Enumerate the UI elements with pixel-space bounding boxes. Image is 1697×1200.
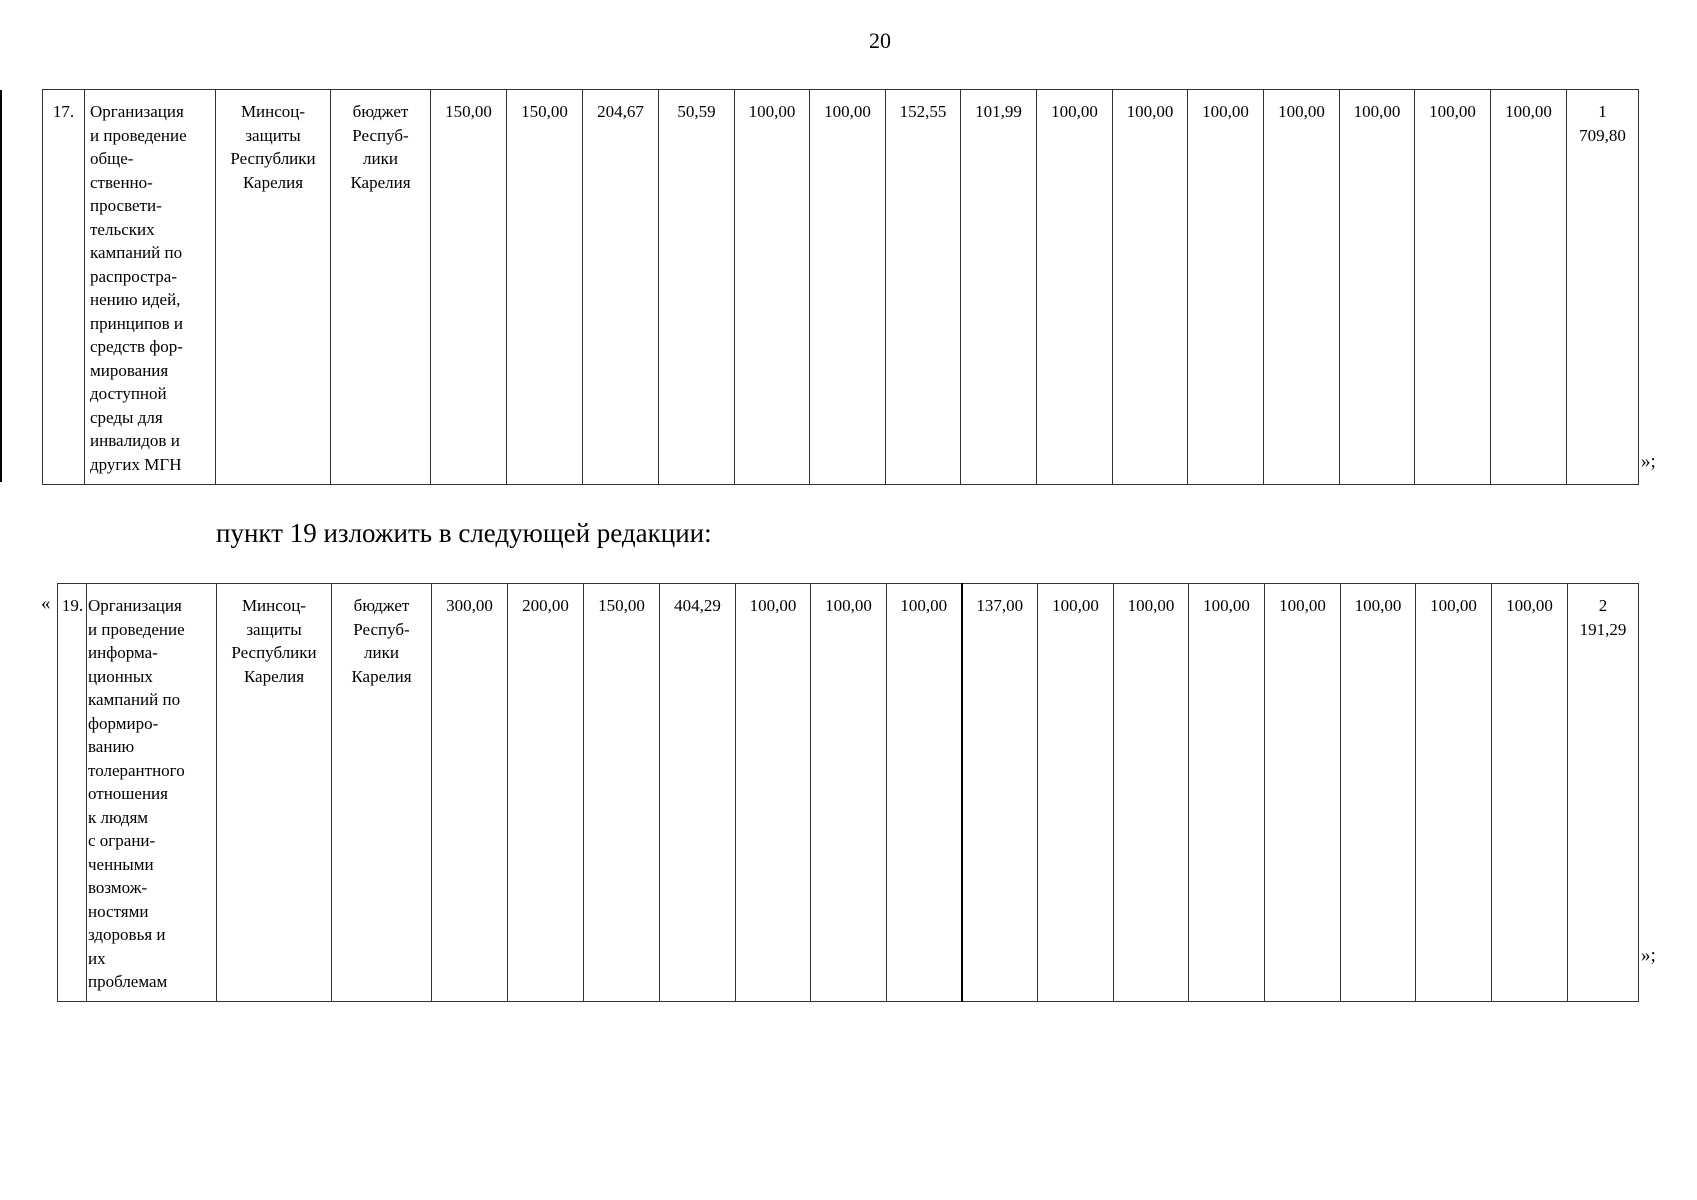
margin-rule [0, 90, 2, 482]
item-name-line: доступной [90, 384, 167, 403]
year-value-cell: 137,00 [962, 584, 1038, 1002]
funding-source-cell [331, 90, 431, 485]
item-name-line: принципов и [90, 313, 183, 333]
year-value-cell: 100,00 [1491, 90, 1567, 485]
year-value-cell: 100,00 [736, 584, 811, 1002]
total-value-line: 1 [1598, 102, 1607, 121]
item-name-line: средств фор- [90, 337, 183, 356]
total-value-cell [1567, 90, 1639, 485]
year-value-cell: 100,00 [1264, 90, 1340, 485]
executor-line: Минсоц- [240, 102, 306, 121]
year-value-cell: 100,00 [1341, 584, 1416, 1002]
item-name-line: проблемам [88, 972, 168, 991]
year-value-cell: 100,00 [811, 584, 887, 1002]
item-name-line: информа- [88, 643, 158, 662]
closing-quote: »; [1641, 451, 1656, 472]
year-value-cell: 100,00 [1114, 584, 1189, 1002]
table-item-19 [57, 583, 1639, 1002]
item-name-line: кампаний по [88, 690, 181, 709]
opening-quote: « [41, 593, 51, 614]
item-name-line: отношения [88, 784, 168, 803]
funding-source-cell [332, 584, 432, 1002]
year-value-cell: 100,00 [1188, 90, 1264, 485]
year-value-cell: 101,99 [961, 90, 1037, 485]
item-number-cell: 19. [58, 584, 87, 1002]
year-value-cell: 300,00 [432, 584, 508, 1002]
item-name-line: ностями [88, 901, 149, 921]
item-name-line: просвети- [90, 196, 162, 215]
item-name-line: кампаний по [90, 243, 183, 262]
year-value-cell: 100,00 [1265, 584, 1341, 1002]
total-value-line: 2 [1598, 596, 1608, 615]
item-name-cell [87, 584, 217, 1002]
closing-quote: »; [1641, 945, 1656, 966]
year-value-cell: 100,00 [1037, 90, 1113, 485]
year-value-cell: 100,00 [887, 584, 962, 1002]
amendment-instruction: пункт 19 изложить в следующей редакции: [216, 518, 712, 548]
item-name-line: тельских [90, 219, 155, 239]
executor-line: защиты [245, 125, 301, 145]
total-value-line: 709,80 [1579, 125, 1626, 145]
executor-line: Республики [230, 149, 316, 168]
item-name-line: ванию [88, 737, 135, 756]
item-name-line: инвалидов и [90, 431, 180, 450]
item-name-line: здоровья и [88, 925, 166, 944]
item-name-cell [85, 90, 216, 485]
executor-line: Карелия [242, 172, 304, 192]
funding-source-line: бюджет [352, 102, 409, 121]
page-number: 20 [869, 28, 891, 53]
table-row [58, 584, 1639, 1002]
year-value-cell: 100,00 [1340, 90, 1415, 485]
year-value-cell: 150,00 [507, 90, 583, 485]
year-value-cell: 100,00 [1416, 584, 1492, 1002]
year-value-cell: 204,67 [583, 90, 659, 485]
year-value-cell: 100,00 [1492, 584, 1568, 1002]
year-value-cell: 100,00 [1038, 584, 1114, 1002]
item-name-line: обще- [90, 149, 134, 168]
funding-source-line: бюджет [353, 596, 410, 615]
item-name-line: распростра- [90, 266, 178, 286]
funding-source-line: лики [364, 643, 399, 662]
year-value-cell: 100,00 [735, 90, 810, 485]
year-value-cell: 50,59 [659, 90, 735, 485]
item-name-line: и проведение [90, 125, 187, 145]
year-value-cell: 100,00 [1189, 584, 1265, 1002]
executor-cell [216, 90, 331, 485]
item-name-line: ченными [88, 854, 154, 874]
executor-line: Минсоц- [241, 596, 307, 615]
funding-source-line: лики [363, 149, 398, 168]
funding-source-line: Карелия [351, 666, 412, 686]
table-item-17 [42, 89, 1639, 485]
year-value-cell: 152,55 [886, 90, 961, 485]
item-name-line: ционных [88, 666, 153, 686]
item-name-line: других МГН [90, 454, 182, 474]
funding-source-line: Карелия [350, 172, 411, 192]
item-name-line: мирования [90, 360, 169, 380]
year-value-cell: 200,00 [508, 584, 584, 1002]
item-name-line: Организация [88, 596, 182, 615]
item-name-line: ственно- [90, 172, 153, 192]
year-value-cell: 150,00 [584, 584, 660, 1002]
item-name-line: и проведение [88, 619, 185, 639]
executor-line: защиты [246, 619, 302, 639]
executor-cell [217, 584, 332, 1002]
year-value-cell: 404,29 [660, 584, 736, 1002]
year-value-cell: 100,00 [1415, 90, 1491, 485]
total-value-line: 191,29 [1579, 619, 1627, 639]
item-name-line: формиро- [88, 713, 159, 733]
item-name-line: с ограни- [88, 831, 156, 850]
funding-source-line: Респуб- [352, 125, 409, 145]
executor-line: Карелия [243, 666, 305, 686]
year-value-cell: 100,00 [1113, 90, 1188, 485]
executor-line: Республики [231, 643, 317, 662]
item-name-line: к людям [88, 807, 149, 827]
item-name-line: их [88, 948, 106, 968]
funding-source-line: Респуб- [353, 619, 410, 639]
total-value-cell [1568, 584, 1639, 1002]
item-name-line: Организация [90, 102, 184, 121]
year-value-cell: 100,00 [810, 90, 886, 485]
item-name-line: среды для [90, 407, 163, 427]
table-row [43, 90, 1639, 485]
item-name-line: нению идей, [90, 290, 181, 309]
item-number-cell: 17. [43, 90, 85, 485]
year-value-cell: 150,00 [431, 90, 507, 485]
item-name-line: толерантного [88, 760, 185, 780]
item-name-line: возмож- [88, 878, 148, 897]
